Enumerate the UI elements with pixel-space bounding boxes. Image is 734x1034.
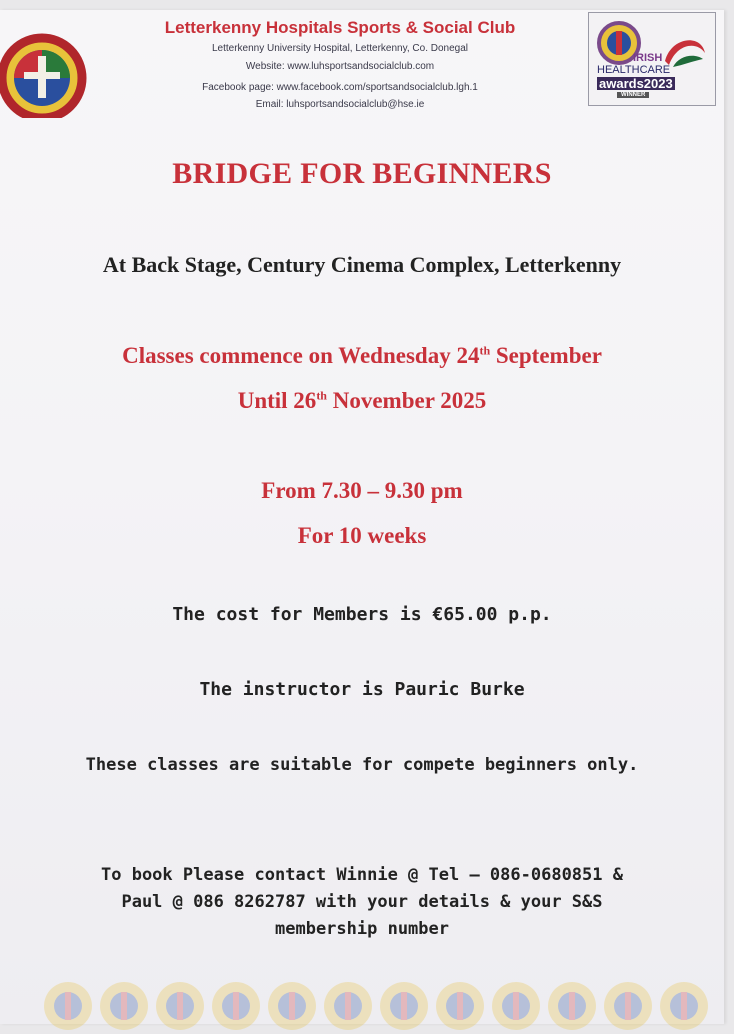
club-website: Website: www.luhsportsandsocialclub.com	[245, 61, 435, 72]
time-line: From 7.30 – 9.30 pm	[261, 478, 463, 503]
club-address: Letterkenny University Hospital, Letterkenny, Co. Donegal	[211, 43, 469, 54]
booking-contact	[0, 862, 724, 943]
footer-crest-watermark	[40, 978, 720, 1034]
club-crest-logo	[0, 22, 88, 118]
poster-sheet	[0, 10, 724, 1024]
award-line-2: HEALTHCARE	[597, 64, 671, 76]
club-facebook: Facebook page: www.facebook.com/sportsandsocialclub.lgh.1	[202, 82, 478, 93]
award-line-1: IRISH	[633, 52, 663, 64]
contact-line-2: Paul @ 086 8262787 with your details & your S&S	[121, 892, 603, 912]
suitability-line: These classes are suitable for compete beginners only.	[85, 755, 639, 775]
award-line-3: awards2023	[599, 76, 673, 91]
instructor-line: The instructor is Pauric Burke	[199, 679, 525, 700]
contact-line-1: To book Please contact Winnie @ Tel – 086-0680851 &	[101, 865, 623, 885]
commence-line: Classes commence on Wednesday 24th September	[122, 343, 602, 368]
cost-line: The cost for Members is €65.00 p.p.	[172, 604, 552, 625]
club-name: Letterkenny Hospitals Sports & Social Club	[164, 18, 516, 37]
until-line: Until 26th November 2025	[237, 388, 487, 413]
healthcare-award-badge	[588, 12, 716, 106]
duration-line: For 10 weeks	[297, 523, 427, 548]
club-email: Email: luhsportsandsocialclub@hse.ie	[255, 99, 425, 110]
venue-line: At Back Stage, Century Cinema Complex, Letterkenny	[102, 252, 622, 277]
poster-title: BRIDGE FOR BEGINNERS	[172, 157, 552, 190]
contact-line-3: membership number	[275, 919, 449, 939]
award-line-4: WINNER	[617, 92, 649, 98]
